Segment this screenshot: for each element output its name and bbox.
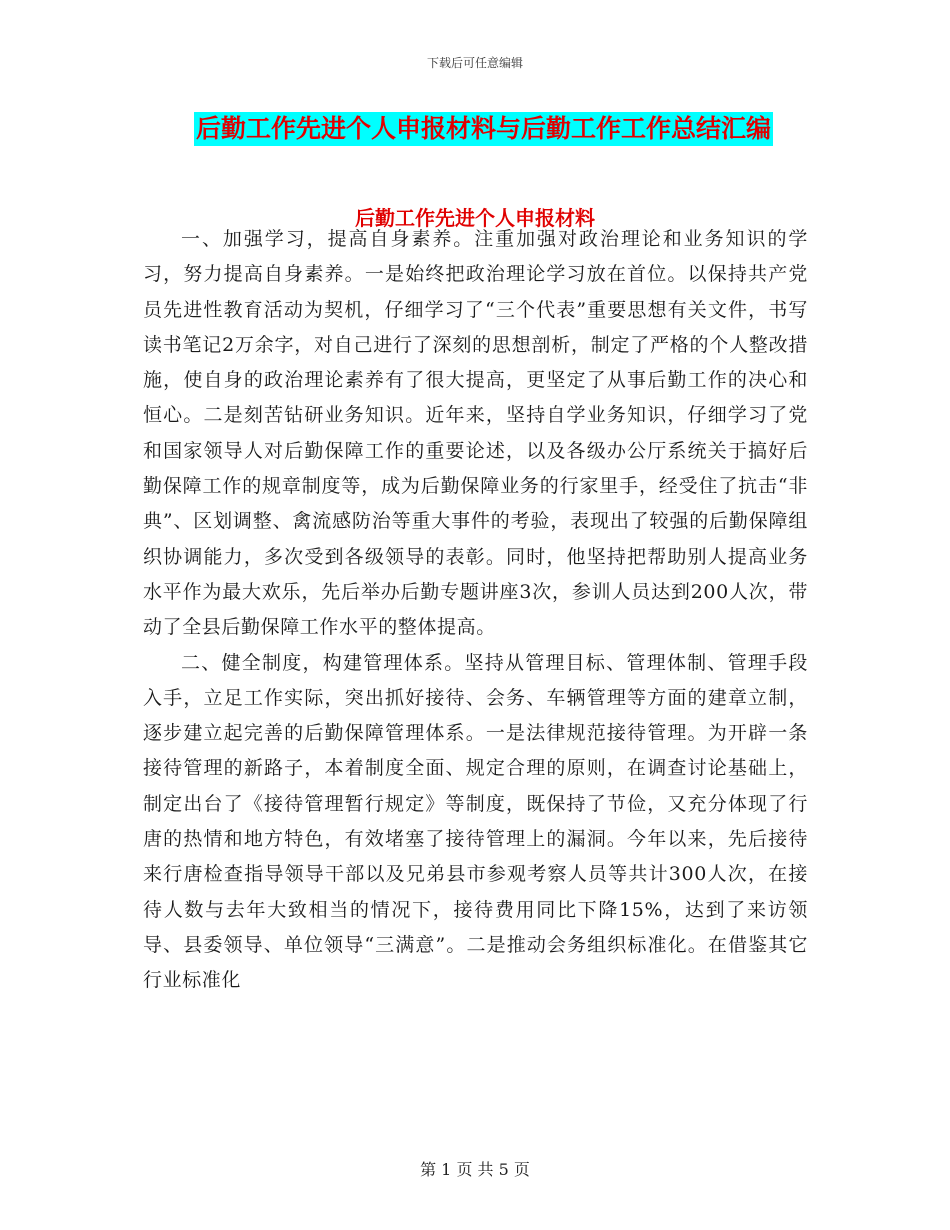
header-note: 下载后可任意编辑	[426, 56, 523, 70]
document-title: 后勤工作先进个人申报材料与后勤工作工作总结汇编	[194, 112, 773, 146]
paragraph-2: 二、健全制度，构建管理体系。坚持从管理目标、管理体制、管理手段入手，立足工作实际，突出抓好接待、会务、车辆管理等方面的建章立制，逐步建立起完善的后勤保障管理体系。一是法律规范接待管理。为开辟一条接待管理的新路子，本着制度全面、规定合理的原则，在调查讨论基础上，制定出台了《接待管理暂行规定》等制度，既保持了节俭，又充分体现了行唐的热情和地方特色，有效堵塞了接待管理上的漏洞。今年以来，先后接待来行唐检查指导领导干部以及兄弟县市参观考察人员等共计300人次，在接待人数与去年大致相当的情况下，接待费用同比下降15%，达到了来访领导、县委领导、单位领导“三满意”。二是推动会务组织标准化。在借鉴其它行业标准化	[143, 651, 808, 992]
document-body	[143, 222, 808, 999]
paragraph-1: 一、加强学习，提高自身素养。注重加强对政治理论和业务知识的学习，努力提高自身素养。一是始终把政治理论学习放在首位。以保持共产党员先进性教育活动为契机，仔细学习了“三个代表”重要思想有关文件，书写读书笔记2万余字，对自己进行了深刻的思想剖析，制定了严格的个人整改措施，使自身的政治理论素养有了很大提高，更坚定了从事后勤工作的决心和恒心。二是刻苦钻研业务知识。近年来，坚持自学业务知识，仔细学习了党和国家领导人对后勤保障工作的重要论述，以及各级办公厅系统关于搞好后勤保障工作的规章制度等，成为后勤保障业务的行家里手，经受住了抗击“非典”、区划调整、禽流感防治等重大事件的考验，表现出了较强的后勤保障组织协调能力，多次受到各级领导的表彰。同时，他坚持把帮助别人提高业务水平作为最大欢乐，先后举办后勤专题讲座3次，参训人员达到200人次，带动了全县后勤保障工作水平的整体提高。	[143, 228, 808, 639]
section-title: 后勤工作先进个人申报材料	[355, 206, 595, 230]
page-number: 第 1 页 共 5 页	[420, 1160, 530, 1179]
